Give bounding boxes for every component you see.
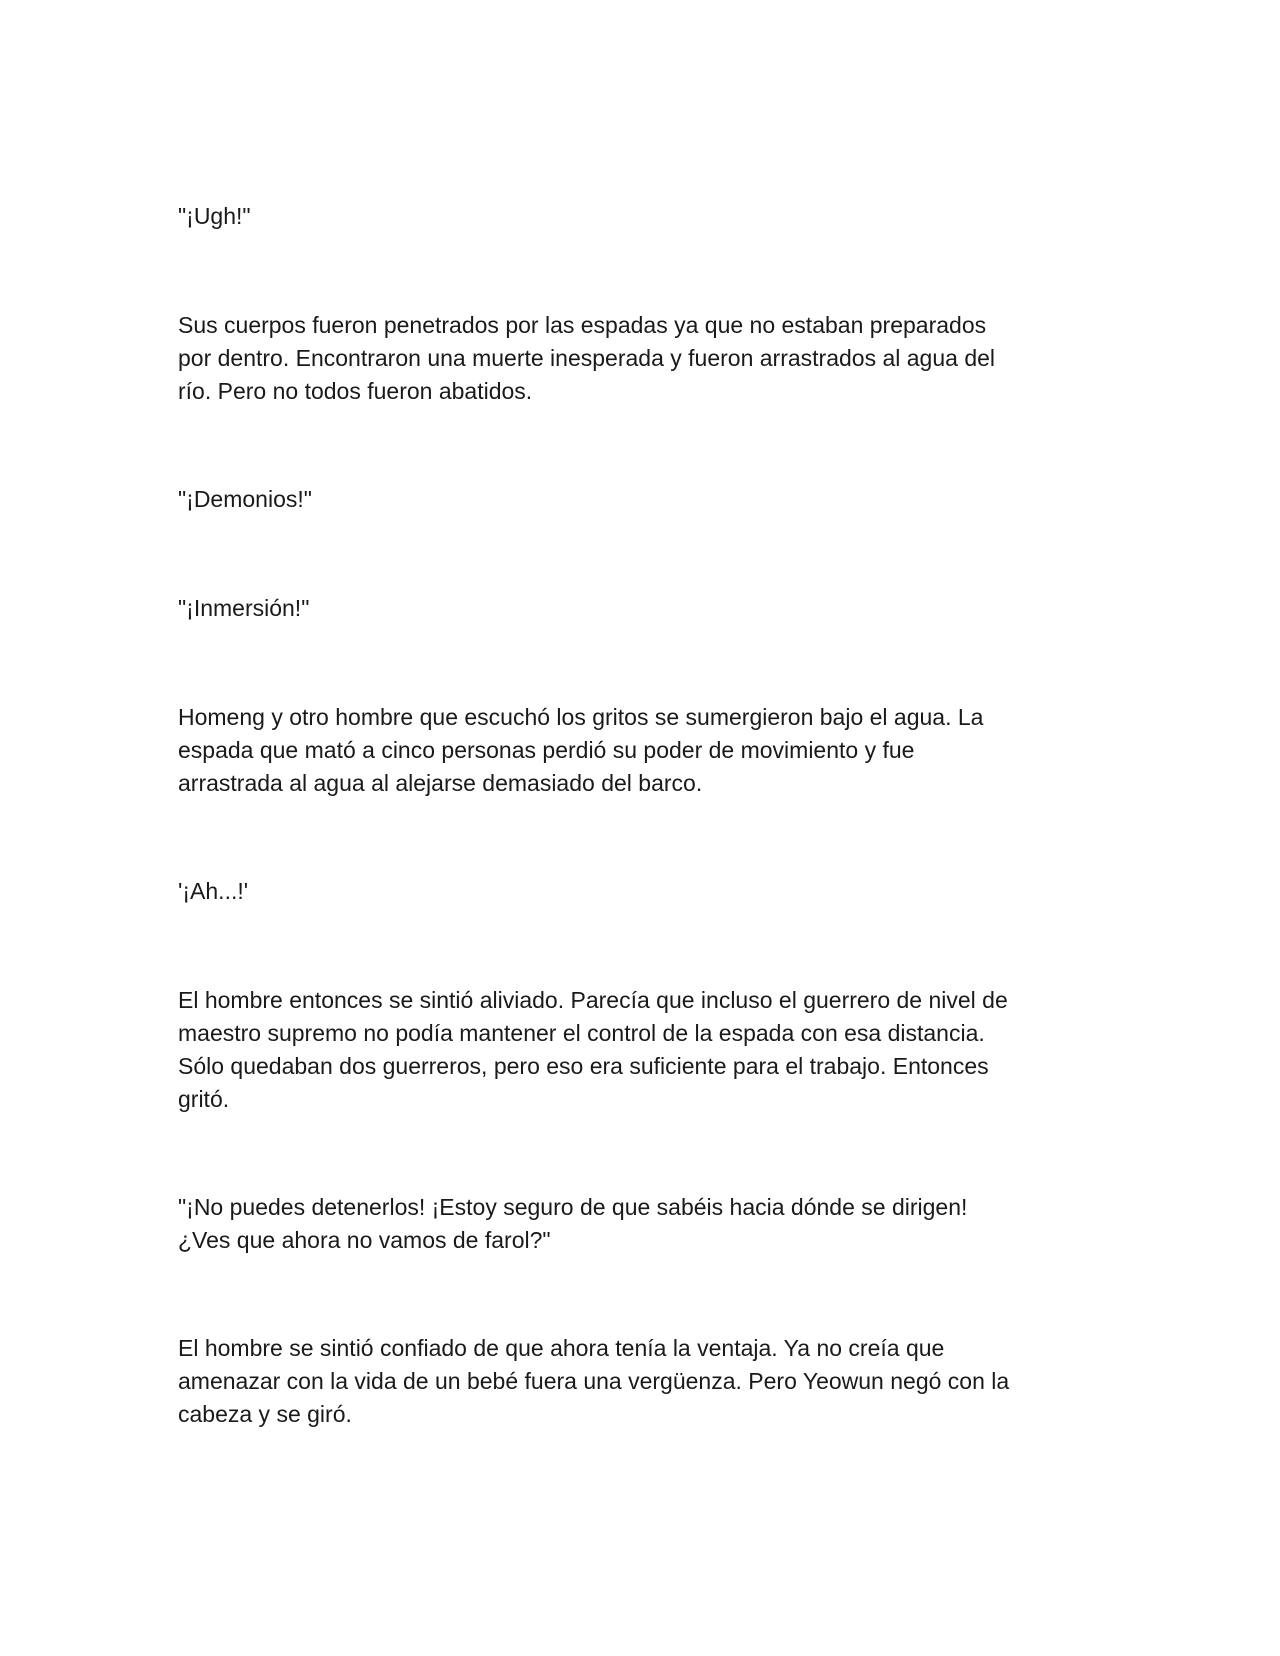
dialogue-paragraph: "¡Demonios!": [178, 486, 312, 512]
narrative-paragraph: El hombre entonces se sintió aliviado. Parecía que incluso el guerrero de nivel de maestro supremo no podía mantener el control de la espada con esa distancia. Sólo quedaban dos guerreros, pero eso era suficiente para el trabajo. Entonces gritó.: [178, 987, 1008, 1112]
dialogue-paragraph: "¡Ugh!": [178, 203, 251, 229]
thought-paragraph: '¡Ah...!': [178, 878, 249, 904]
narrative-paragraph: El hombre se sintió confiado de que ahora tenía la ventaja. Ya no creía que amenazar con la vida de un bebé fuera una vergüenza. Pero Yeowun negó con la cabeza y se giró.: [178, 1335, 1010, 1427]
narrative-paragraph: Sus cuerpos fueron penetrados por las espadas ya que no estaban preparados por dentro. Encontraron una muerte inesperada y fueron arrastrados al agua del río. Pero no todos fueron abatidos.: [178, 312, 996, 404]
dialogue-paragraph: "¡No puedes detenerlos! ¡Estoy seguro de que sabéis hacia dónde se dirigen! ¿Ves que ahora no vamos de farol?": [178, 1194, 968, 1253]
narrative-paragraph: Homeng y otro hombre que escuchó los gritos se sumergieron bajo el agua. La espada que mató a cinco personas perdió su poder de movimiento y fue arrastrada al agua al alejarse demasiado del barco.: [178, 704, 984, 796]
dialogue-paragraph: "¡Inmersión!": [178, 595, 310, 621]
